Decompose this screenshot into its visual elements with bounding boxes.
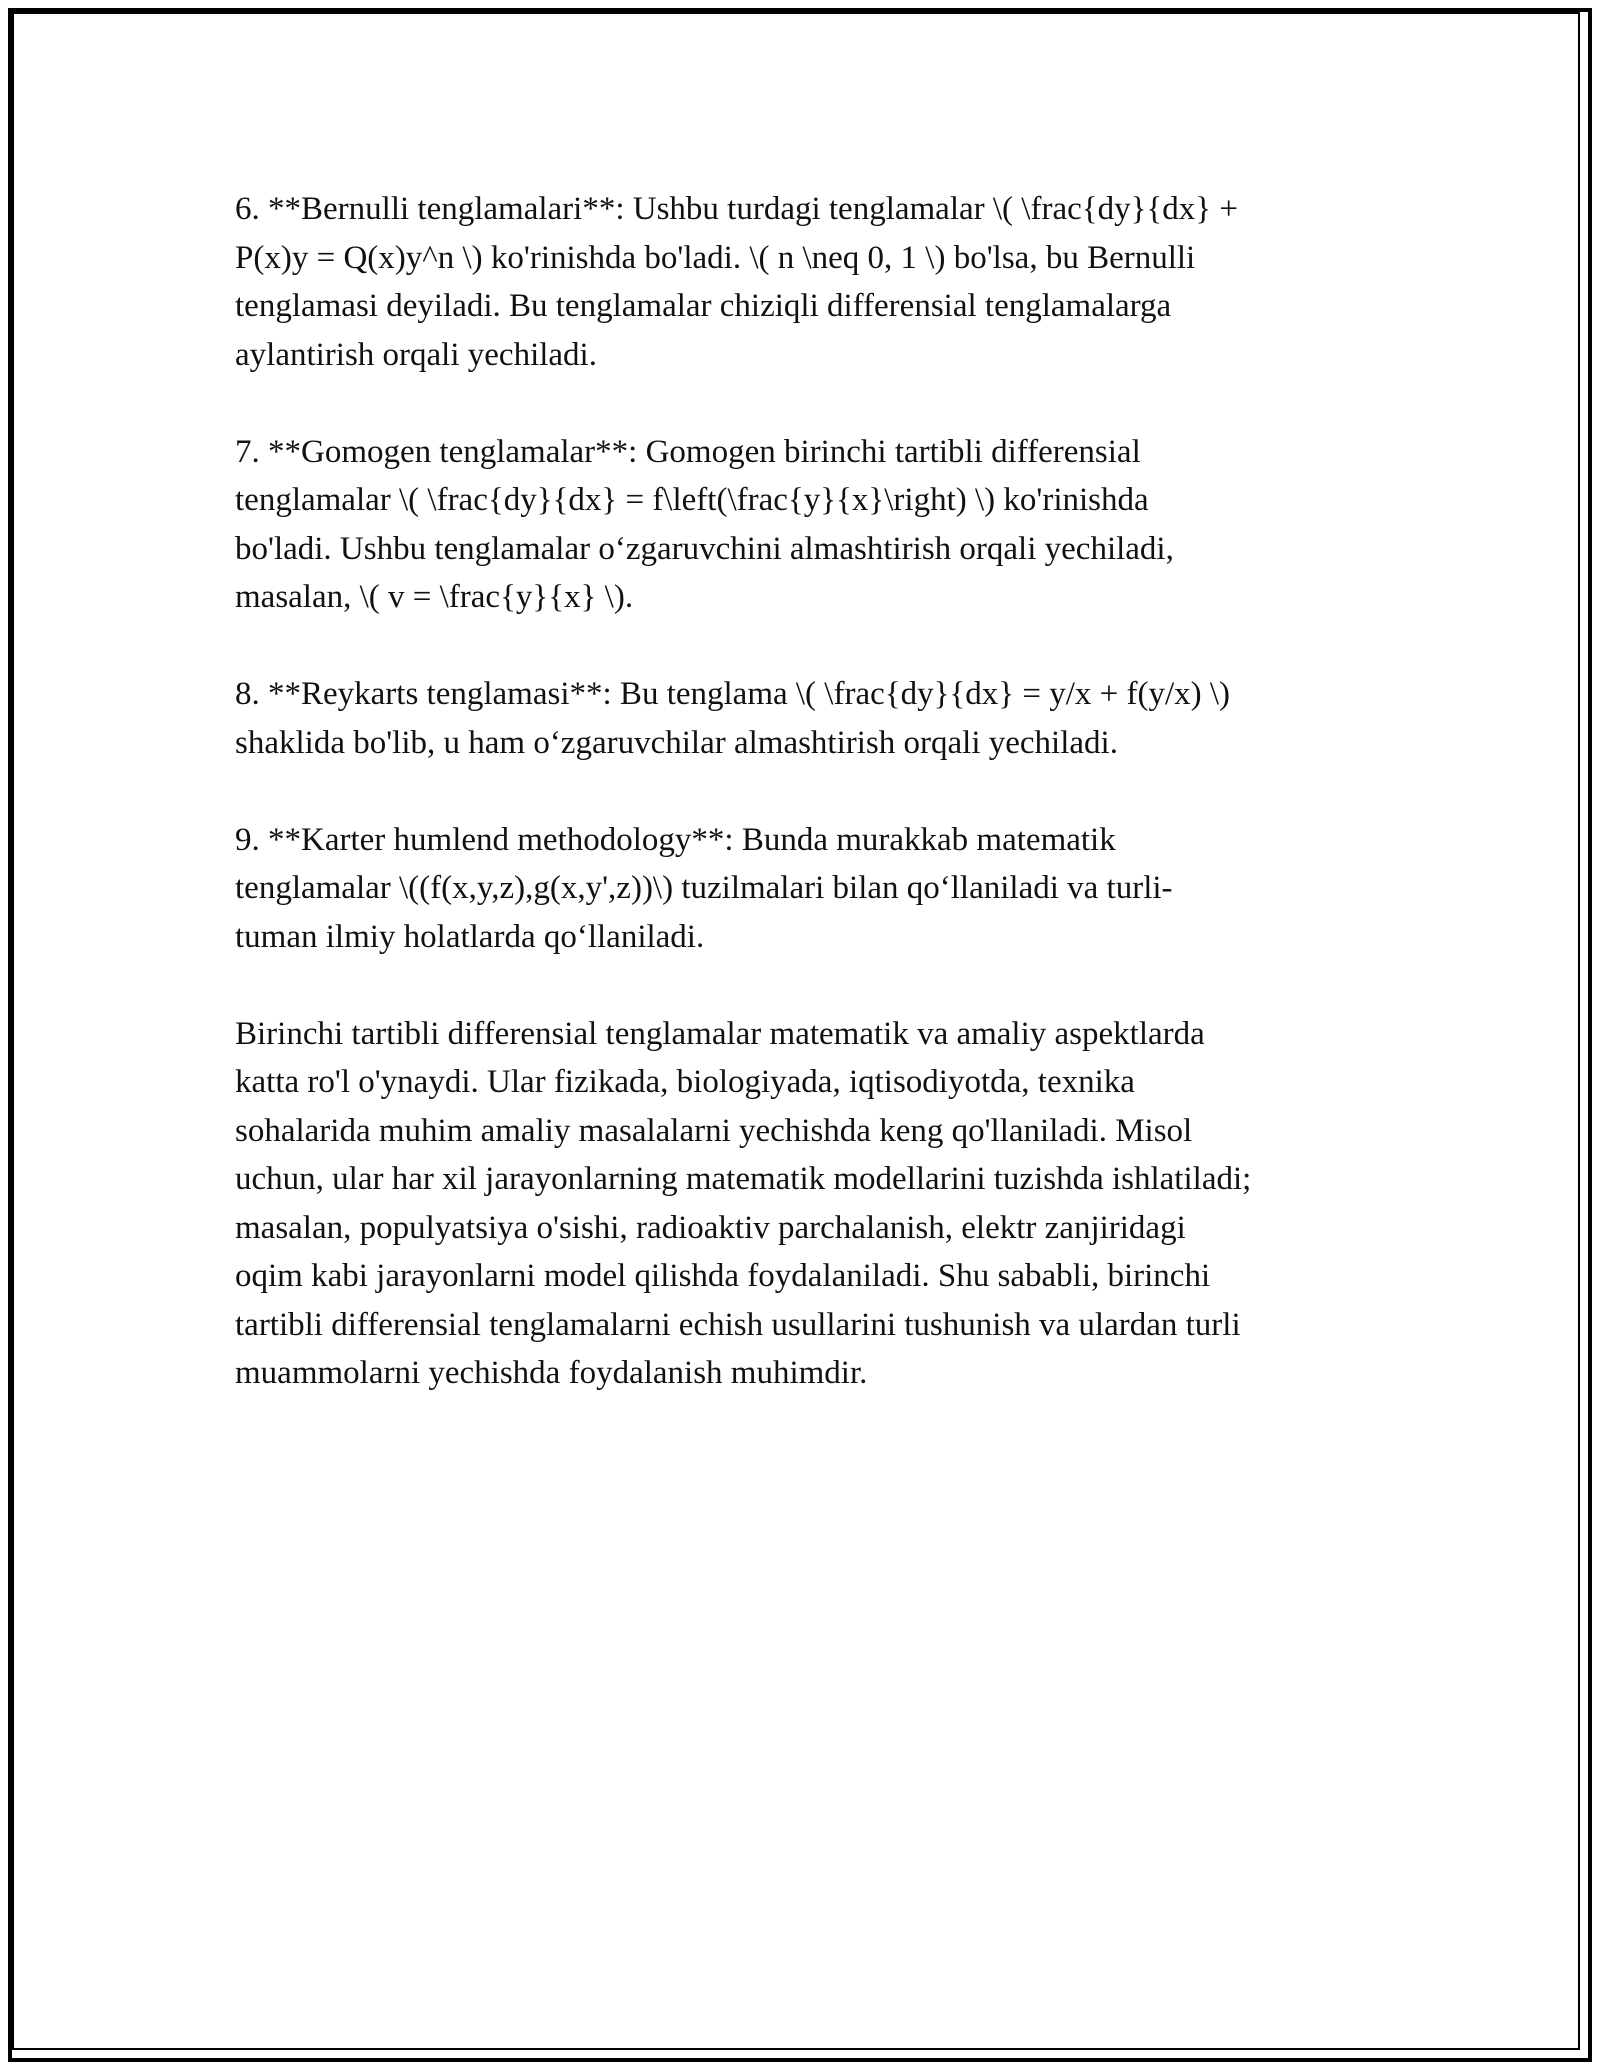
- paragraph-homogeneous-equations: 7. **Gomogen tenglamalar**: Gomogen birinchi tartibli differensial tenglamalar \( \frac{dy}{dx} = f\left(\frac{y}{x}\right) \) ko'rinishda bo'ladi. Ushbu tenglamalar oʻzgaruvchini almashtirish orqali yechiladi, masalan, \( v = \frac{y}{x} \).: [235, 433, 1174, 615]
- paragraph-reykarts-equation: 8. **Reykarts tenglamasi**: Bu tenglama \( \frac{dy}{dx} = y/x + f(y/x) \) shaklida bo'lib, u ham oʻzgaruvchilar almashtirish orqali yechiladi.: [235, 676, 1231, 761]
- paragraph-bernoulli-equations: 6. **Bernulli tenglamalari**: Ushbu turdagi tenglamalar \( \frac{dy}{dx} + P(x)y = Q(x)y^n \) ko'rinishda bo'ladi. \( n \neq 0, 1 \) bo'lsa, bu Bernulli tenglamasi deyiladi. Bu tenglamalar chiziqli differensial tenglamalarga aylantirish orqali yechiladi.: [235, 191, 1238, 373]
- paragraph-conclusion: Birinchi tartibli differensial tenglamalar matematik va amaliy aspektlarda katta ro'l o'ynaydi. Ular fizikada, biologiyada, iqtisodiyotda, texnika sohalarida muhim amaliy masalalarni yechishda keng qo'llaniladi. Misol uchun, ular har xil jarayonlarning matematik modellarini tuzishda ishlatiladi; masalan, populyatsiya o'sishi, radioaktiv parchalanish, elektr zanjiridagi oqim kabi jarayonlarni model qilishda foydalaniladi. Shu sababli, birinchi tartibli differensial tenglamalarni echish usullarini tushunish va ulardan turli muammolarni yechishda foydalanish muhimdir.: [235, 1015, 1252, 1391]
- paragraph-karter-methodology: 9. **Karter humlend methodology**: Bunda murakkab matematik tenglamalar \((f(x,y,z),g(x,y',z))\) tuzilmalari bilan qoʻllaniladi va turli- tuman ilmiy holatlarda qoʻllaniladi.: [235, 821, 1173, 955]
- document-body: [235, 185, 1370, 1446]
